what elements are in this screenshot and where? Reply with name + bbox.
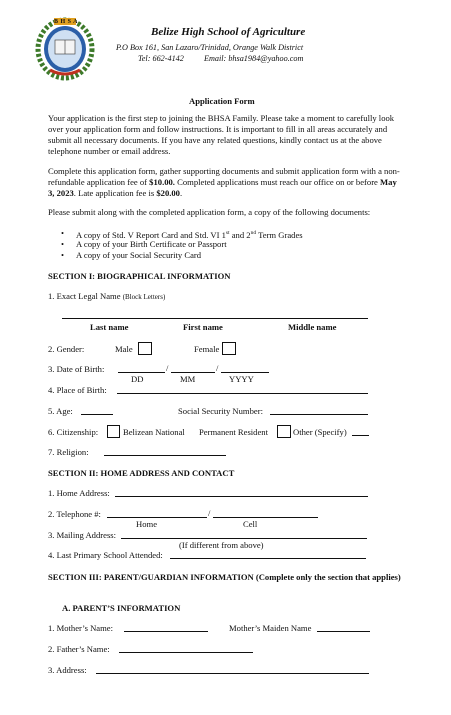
last-school-label: 4. Last Primary School Attended:	[48, 550, 163, 560]
school-logo	[32, 12, 98, 82]
cell-caption: Cell	[243, 519, 258, 529]
last-name-caption: Last name	[90, 322, 129, 332]
application-fee: $10.00.	[149, 177, 175, 187]
citizenship-label: 6. Citizenship:	[48, 427, 99, 437]
last-school-field[interactable]	[170, 558, 366, 559]
male-label: Male	[115, 344, 133, 354]
age-label: 5. Age:	[48, 406, 73, 416]
dob-month-field[interactable]	[171, 372, 215, 373]
other-citizenship-field[interactable]	[352, 435, 369, 436]
religion-field[interactable]	[104, 455, 226, 456]
middle-name-caption: Middle name	[288, 322, 337, 332]
parent-address-field[interactable]	[96, 673, 369, 674]
home-address-field[interactable]	[115, 496, 368, 497]
dd-caption: DD	[131, 374, 144, 384]
telephone-home-field[interactable]	[107, 517, 207, 518]
gender-label: 2. Gender:	[48, 344, 85, 354]
mother-maiden-name-label: Mother’s Maiden Name	[229, 623, 312, 633]
dob-label: 3. Date of Birth:	[48, 364, 105, 374]
form-title: Application Form	[189, 96, 255, 106]
home-caption: Home	[136, 519, 158, 529]
permanent-resident-label: Permanent Resident	[199, 427, 268, 437]
yyyy-caption: YYYY	[229, 374, 254, 384]
legal-name-field[interactable]	[62, 318, 368, 319]
school-name: Belize High School of Agriculture	[151, 26, 306, 38]
school-address: P.O Box 161, San Lazaro/Trinidad, Orange Walk District	[116, 43, 304, 52]
father-name-field[interactable]	[119, 652, 253, 653]
dob-day-field[interactable]	[118, 372, 165, 373]
dob-year-field[interactable]	[221, 372, 269, 373]
female-label: Female	[194, 344, 220, 354]
other-citizenship-checkbox[interactable]	[277, 425, 291, 438]
home-address-label: 1. Home Address:	[48, 488, 110, 498]
mm-caption: MM	[180, 374, 196, 384]
belizean-label: Belizean National	[123, 427, 185, 437]
intro-paragraph-2: Complete this application form, gather supporting documents and submit application form with a non-refundable application fee of $10.00. Completed applications must reach our office on or before May 3, 2023. Late application fee is $20.00.	[48, 166, 400, 198]
mailing-address-label: 3. Mailing Address:	[48, 530, 117, 540]
logo-text: B H S A	[54, 19, 79, 25]
place-of-birth-label: 4. Place of Birth:	[48, 385, 107, 395]
intro-paragraph-1: Your application is the first step to joining the BHSA Family. Please take a moment to carefully look over your application form and follow instructions. It is important to fill in all areas accurately and submit all necessary documents. If you have any related questions, kindly contact us at the above telephone number or email address.	[48, 113, 395, 156]
section-2-title: SECTION II: HOME ADDRESS AND CONTACT	[48, 468, 235, 478]
ssn-label: Social Security Number:	[178, 406, 263, 416]
document-item-social-security: • A copy of your Social Security Card	[76, 250, 201, 261]
school-tel: Tel: 662-4142	[138, 54, 184, 63]
female-checkbox[interactable]	[222, 342, 236, 355]
deadline-date: May 3, 2023	[48, 177, 397, 198]
parent-info-subtitle: A. PARENT’S INFORMATION	[62, 603, 181, 613]
section-1-title: SECTION I: BIOGRAPHICAL INFORMATION	[48, 271, 231, 281]
ssn-field[interactable]	[270, 414, 368, 415]
telephone-cell-field[interactable]	[213, 517, 318, 518]
parent-address-label: 3. Address:	[48, 665, 87, 675]
belizean-checkbox[interactable]	[107, 425, 120, 438]
first-name-caption: First name	[183, 322, 223, 332]
other-citizenship-label: Other (Specify)	[293, 427, 347, 437]
mailing-address-hint: (If different from above)	[179, 540, 264, 550]
late-fee: $20.00	[156, 188, 180, 198]
telephone-label: 2. Telephone #:	[48, 509, 101, 519]
mailing-address-field[interactable]	[121, 538, 367, 539]
school-email: Email: bhsa1984@yahoo.com	[204, 54, 304, 63]
intro-paragraph-3: Please submit along with the completed application form, a copy of the following documents:	[48, 207, 371, 217]
mother-name-label: 1. Mother’s Name:	[48, 623, 113, 633]
religion-label: 7. Religion:	[48, 447, 89, 457]
mother-name-field[interactable]	[124, 631, 208, 632]
age-field[interactable]	[81, 414, 113, 415]
male-checkbox[interactable]	[138, 342, 152, 355]
document-item-birth-certificate: • A copy of your Birth Certificate or Passport	[76, 239, 227, 250]
document-item-report-card: • A copy of Std. V Report Card and Std. VI 1st and 2nd Term Grades	[76, 228, 303, 241]
place-of-birth-field[interactable]	[117, 393, 368, 394]
father-name-label: 2. Father’s Name:	[48, 644, 110, 654]
mother-maiden-name-field[interactable]	[317, 631, 370, 632]
legal-name-label: 1. Exact Legal Name (Block Letters)	[48, 291, 166, 301]
section-3-title: SECTION III: PARENT/GUARDIAN INFORMATION (Complete only the section that applies)	[48, 572, 401, 582]
